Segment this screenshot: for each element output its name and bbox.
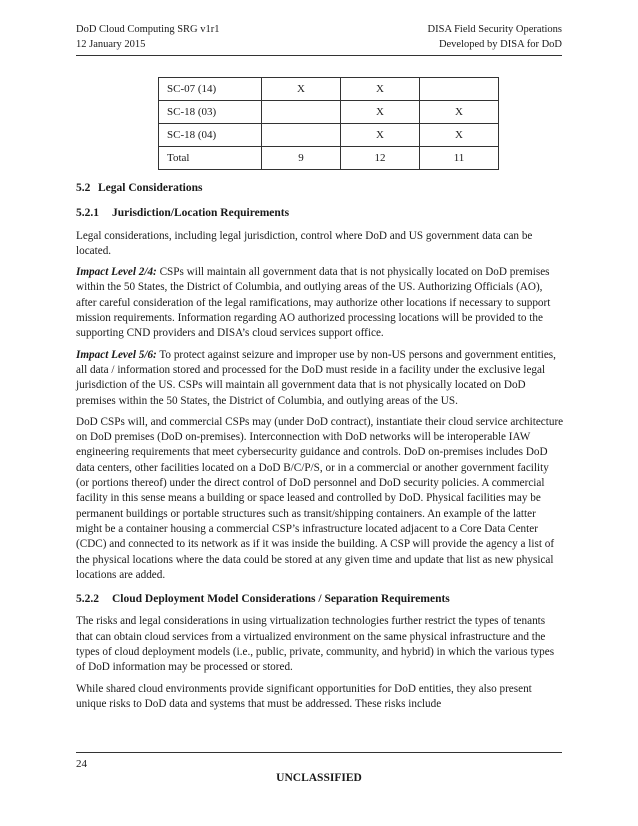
- table-row: [159, 78, 499, 101]
- subsection-heading: [76, 592, 564, 607]
- section-title: Legal Considerations: [98, 182, 203, 194]
- table-cell: [420, 78, 499, 101]
- table-row: [159, 124, 499, 147]
- document-body: [76, 181, 564, 718]
- paragraph: Legal considerations, including legal jurisdiction, control where DoD and US government data can be located.: [76, 229, 533, 257]
- header-divider: [76, 55, 562, 56]
- table-cell: 11: [420, 147, 499, 170]
- table-cell: 12: [341, 147, 420, 170]
- table-cell: X: [341, 101, 420, 124]
- table-cell: 9: [262, 147, 341, 170]
- header-doc-date: 12 January 2015: [76, 39, 146, 50]
- controls-table: [158, 77, 499, 170]
- paragraph-impact-level-2-4: [76, 265, 564, 341]
- table-cell: [262, 101, 341, 124]
- table-cell: X: [420, 124, 499, 147]
- subsection-title: Jurisdiction/Location Requirements: [112, 207, 290, 220]
- table-cell: X: [341, 78, 420, 101]
- section-number: 5.2: [76, 182, 91, 194]
- table-row: [159, 101, 499, 124]
- subsection-number: 5.2.2: [76, 593, 99, 606]
- paragraph: The risks and legal considerations in using virtualization technologies further restrict the types of tenants that can obtain cloud services from a virtualized environment on the same physical infrastructure and the types of cloud deployment models (i.e., public, private, community, and hybrid) in which the various types of DoD information may be processed or stored.: [76, 615, 555, 674]
- table-cell: SC-18 (04): [159, 124, 262, 147]
- table-cell: X: [420, 101, 499, 124]
- table-cell: SC-07 (14): [159, 78, 262, 101]
- impact-level-lead: Impact Level 2/4:: [76, 266, 157, 279]
- section-heading: [76, 181, 564, 196]
- header-developer: Developed by DISA for DoD: [438, 39, 562, 50]
- table-cell: Total: [159, 147, 262, 170]
- page-number: 24: [76, 758, 87, 770]
- subsection-heading: [76, 206, 564, 221]
- paragraph-impact-level-5-6: [76, 348, 564, 409]
- table-cell: X: [262, 78, 341, 101]
- paragraph-text: CSPs will maintain all government data that is not physically located on DoD premises within the 50 States, the District of Columbia, and outlying areas of the US. Authorizing Officials (AO), after careful consideration of the legal ramifications, may authorize other locations if necessary to support mission requirements. Information regarding AO authorized processing locations will be provided to the supporting CND providers and DISA’s cloud services support office.: [76, 266, 551, 340]
- table-cell: X: [341, 124, 420, 147]
- paragraph: While shared cloud environments provide significant opportunities for DoD entities, they also present unique risks to DoD data and systems that must be addressed. These risks include: [76, 682, 532, 710]
- impact-level-lead: Impact Level 5/6:: [76, 348, 157, 361]
- running-header-left: [76, 22, 220, 52]
- paragraph: DoD CSPs will, and commercial CSPs may (under DoD contract), instantiate their cloud service architecture on DoD premises (DoD on-premises). Interconnection with DoD networks will be interoperable IAW engineering requirements that meet cybersecurity guidance and controls. DoD on-premises includes DoD data centers, other facilities located on a DoD B/C/P/S, or in a commercial or another government facility (or portions thereof) under the direct control of DoD personnel and DoD security policies. A commercial facility in this sense means a building or space leased and controlled by DoD. Physical facilities may be permanent buildings or portable structures such as transit/shipping containers. An example of the latter might be a container housing a commercial CSP’s infrastructure located adjacent to a Core Data Center (CDC) and connected to its network as if it was inside the building. A CSP will provide the agency a list of the physical locations where the data could be stored at any given time and update that list as new physical locations are added.: [76, 415, 564, 581]
- footer-divider: [76, 752, 562, 753]
- subsection-title: Cloud Deployment Model Considerations / Separation Requirements: [112, 593, 450, 606]
- table-row-total: [159, 147, 499, 170]
- subsection-number: 5.2.1: [76, 207, 99, 220]
- table-cell: [262, 124, 341, 147]
- table-cell: SC-18 (03): [159, 101, 262, 124]
- header-org: DISA Field Security Operations: [427, 24, 562, 35]
- running-header-right: [428, 22, 562, 52]
- paragraph-text: To protect against seizure and improper use by non-US persons and government entities, all data / information stored and processed for the DoD must reside in a facility under the exclusive legal jurisdiction of the US. CSPs will maintain all government data that is not physically located on DoD premises within the 50 States, the District of Columbia, and outlying areas of the US.: [76, 348, 556, 407]
- header-doc-title: DoD Cloud Computing SRG v1r1: [76, 24, 220, 35]
- classification-marking: UNCLASSIFIED: [276, 772, 362, 784]
